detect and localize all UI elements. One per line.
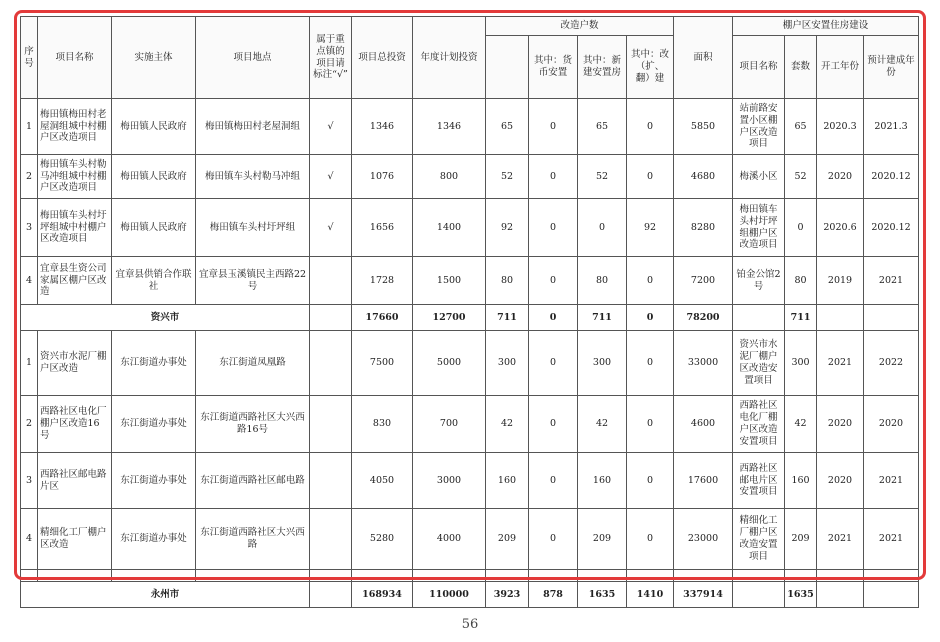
cell-housing-name: 梅田镇车头村圩坪组棚户区改造项目 (733, 199, 785, 257)
cell-entity: 东江街道办事处 (112, 453, 196, 509)
cell-annual: 1346 (413, 99, 486, 155)
cell-name: 西路社区电化厂棚户区改造16号 (38, 396, 112, 453)
header-total-investment: 项目总投资 (352, 17, 413, 99)
cell-housing-name: 西路社区电化厂棚户区改造安置项目 (733, 396, 785, 453)
cell-name: 宜章县生资公司家属区棚户区改造 (38, 257, 112, 305)
cell-new-build: 65 (578, 99, 627, 155)
cell-seq: 2 (21, 396, 38, 453)
subtotal-new-build: 1635 (578, 582, 627, 608)
cell-annual: 1400 (413, 199, 486, 257)
cell-households: 209 (486, 509, 529, 570)
cell-est: 2020.12 (864, 199, 919, 257)
subtotal-label: 资兴市 (21, 305, 310, 331)
header-seq: 序号 (21, 17, 38, 99)
cell-total: 7500 (352, 331, 413, 396)
table-row (21, 257, 919, 305)
cell-start: 2020.6 (817, 199, 864, 257)
cell-households: 92 (486, 199, 529, 257)
header-key-town: 属于重点镇的项目请标注“√” (310, 17, 352, 99)
cell-total: 1346 (352, 99, 413, 155)
cell-seq: 4 (21, 509, 38, 570)
cell-key-mark: √ (310, 99, 352, 155)
cell-name: 梅田镇车头村圩坪组城中村棚户区改造项目 (38, 199, 112, 257)
cell-annual: 4000 (413, 509, 486, 570)
cell-key-mark: √ (310, 199, 352, 257)
header-area: 面积 (674, 17, 733, 99)
cell-annual: 800 (413, 155, 486, 199)
cell-entity: 梅田镇人民政府 (112, 199, 196, 257)
cell-annual: 700 (413, 396, 486, 453)
subtotal-monetary: 0 (529, 305, 578, 331)
cell-units: 80 (785, 257, 817, 305)
cell-start: 2020 (817, 453, 864, 509)
cell-seq: 4 (21, 257, 38, 305)
cell-housing-name: 西路社区邮电片区安置项目 (733, 453, 785, 509)
header-housing-group: 棚户区安置住房建设 (733, 17, 919, 36)
cell-total: 1076 (352, 155, 413, 199)
cell-new-build: 42 (578, 396, 627, 453)
table-row (21, 199, 919, 257)
cell-location: 东江街道西路社区邮电路 (196, 453, 310, 509)
cell-name: 梅田镇车头村勒马冲组城中村棚户区改造项目 (38, 155, 112, 199)
cell-units: 160 (785, 453, 817, 509)
cell-rebuild: 0 (627, 331, 674, 396)
cell-total: 830 (352, 396, 413, 453)
header-households-group: 改造户数 (486, 17, 674, 36)
cell-name: 梅田镇梅田村老屋洞组城中村棚户区改造项目 (38, 99, 112, 155)
cell-est: 2021 (864, 257, 919, 305)
cell-housing-name: 站前路安置小区棚户区改造项目 (733, 99, 785, 155)
cell-est: 2021 (864, 509, 919, 570)
cell-total: 1728 (352, 257, 413, 305)
cell-total: 4050 (352, 453, 413, 509)
cell-key-mark (310, 331, 352, 396)
cell-households: 80 (486, 257, 529, 305)
header-name: 项目名称 (38, 17, 112, 99)
cell-key-mark (310, 509, 352, 570)
cell-seq: 2 (21, 155, 38, 199)
cell-area: 17600 (674, 453, 733, 509)
header-households-total (486, 36, 529, 99)
cell-entity: 东江街道办事处 (112, 396, 196, 453)
cell-annual: 1500 (413, 257, 486, 305)
cell-seq: 1 (21, 99, 38, 155)
header-units: 套数 (785, 36, 817, 99)
cell-key-mark (310, 257, 352, 305)
table-row (21, 453, 919, 509)
cell-est: 2022 (864, 331, 919, 396)
cell-key-mark (310, 396, 352, 453)
cell-area: 33000 (674, 331, 733, 396)
table-row (21, 331, 919, 396)
housing-project-sheet (20, 16, 918, 608)
cell-location: 梅田镇梅田村老屋洞组 (196, 99, 310, 155)
cell-location: 宜章县玉溪镇民主西路22号 (196, 257, 310, 305)
subtotal-est (864, 305, 919, 331)
cell-est: 2021 (864, 453, 919, 509)
subtotal-label: 永州市 (21, 582, 310, 608)
cell-rebuild: 0 (627, 453, 674, 509)
subtotal-monetary: 878 (529, 582, 578, 608)
header-est-year: 预计建成年份 (864, 36, 919, 99)
cell-name: 西路社区邮电路片区 (38, 453, 112, 509)
cell-entity: 宜章县供销合作联社 (112, 257, 196, 305)
cell-rebuild: 0 (627, 99, 674, 155)
cell-name: 资兴市水泥厂棚户区改造 (38, 331, 112, 396)
cell-housing-name: 铂金公馆2号 (733, 257, 785, 305)
cell-new-build: 0 (578, 199, 627, 257)
cell-est: 2020 (864, 396, 919, 453)
table-row (21, 509, 919, 570)
cell-seq: 1 (21, 331, 38, 396)
cell-total: 1656 (352, 199, 413, 257)
cell-start: 2020 (817, 155, 864, 199)
cell-annual: 3000 (413, 453, 486, 509)
cell-start: 2019 (817, 257, 864, 305)
cell-monetary: 0 (529, 155, 578, 199)
cell-location: 东江街道凤凰路 (196, 331, 310, 396)
cell-households: 160 (486, 453, 529, 509)
cell-start: 2021 (817, 509, 864, 570)
cell-rebuild: 92 (627, 199, 674, 257)
cell-monetary: 0 (529, 453, 578, 509)
cell-new-build: 209 (578, 509, 627, 570)
cell-area: 23000 (674, 509, 733, 570)
subtotal-area: 78200 (674, 305, 733, 331)
subtotal-units: 1635 (785, 582, 817, 608)
subtotal-new-build: 711 (578, 305, 627, 331)
subtotal-annual: 12700 (413, 305, 486, 331)
subtotal-start (817, 305, 864, 331)
cell-households: 65 (486, 99, 529, 155)
cell-housing-name: 梅溪小区 (733, 155, 785, 199)
subtotal-total: 168934 (352, 582, 413, 608)
subtotal-est (864, 582, 919, 608)
cell-area: 4600 (674, 396, 733, 453)
cell-area: 8280 (674, 199, 733, 257)
cell-units: 52 (785, 155, 817, 199)
subtotal-rebuild: 0 (627, 305, 674, 331)
cell-rebuild: 0 (627, 509, 674, 570)
cell-entity: 东江街道办事处 (112, 509, 196, 570)
cell-area: 7200 (674, 257, 733, 305)
cell-households: 300 (486, 331, 529, 396)
cell-key-mark (310, 582, 352, 608)
cell-monetary: 0 (529, 199, 578, 257)
header-annual-plan: 年度计划投资 (413, 17, 486, 99)
cell-monetary: 0 (529, 257, 578, 305)
header-monetary: 其中：货币安置 (529, 36, 578, 99)
cell-rebuild: 0 (627, 257, 674, 305)
cell-location: 梅田镇车头村圩坪组 (196, 199, 310, 257)
cell-key-mark (310, 453, 352, 509)
cell-monetary: 0 (529, 331, 578, 396)
cell-start: 2020.3 (817, 99, 864, 155)
cell-key-mark: √ (310, 155, 352, 199)
cell-units: 42 (785, 396, 817, 453)
subtotal-households: 711 (486, 305, 529, 331)
cell-key-mark (310, 305, 352, 331)
cell-name: 精细化工厂棚户区改造 (38, 509, 112, 570)
header-rebuild: 其中：改（扩、翻）建 (627, 36, 674, 99)
cell-new-build: 80 (578, 257, 627, 305)
subtotal-housing-name (733, 305, 785, 331)
subtotal-area: 337914 (674, 582, 733, 608)
cell-seq: 3 (21, 453, 38, 509)
subtotal-total: 17660 (352, 305, 413, 331)
cell-start: 2021 (817, 331, 864, 396)
cell-area: 4680 (674, 155, 733, 199)
cell-est: 2021.3 (864, 99, 919, 155)
cell-housing-name: 精细化工厂棚户区改造安置项目 (733, 509, 785, 570)
subtotal-rebuild: 1410 (627, 582, 674, 608)
blank-row (21, 570, 919, 582)
cell-location: 东江街道西路社区大兴西路16号 (196, 396, 310, 453)
cell-rebuild: 0 (627, 396, 674, 453)
cell-units: 300 (785, 331, 817, 396)
cell-est: 2020.12 (864, 155, 919, 199)
cell-households: 42 (486, 396, 529, 453)
cell-monetary: 0 (529, 509, 578, 570)
cell-entity: 梅田镇人民政府 (112, 99, 196, 155)
cell-new-build: 300 (578, 331, 627, 396)
project-table (20, 16, 919, 608)
subtotal-row-zixing (21, 305, 919, 331)
cell-housing-name: 资兴市水泥厂棚户区改造安置项目 (733, 331, 785, 396)
table-row (21, 155, 919, 199)
cell-households: 52 (486, 155, 529, 199)
cell-entity: 东江街道办事处 (112, 331, 196, 396)
cell-monetary: 0 (529, 99, 578, 155)
table-row (21, 396, 919, 453)
subtotal-start (817, 582, 864, 608)
table-row (21, 99, 919, 155)
cell-annual: 5000 (413, 331, 486, 396)
page-number: 56 (461, 617, 479, 632)
cell-entity: 梅田镇人民政府 (112, 155, 196, 199)
subtotal-annual: 110000 (413, 582, 486, 608)
cell-new-build: 52 (578, 155, 627, 199)
cell-monetary: 0 (529, 396, 578, 453)
header-housing-name: 项目名称 (733, 36, 785, 99)
cell-rebuild: 0 (627, 155, 674, 199)
subtotal-households: 3923 (486, 582, 529, 608)
cell-start: 2020 (817, 396, 864, 453)
subtotal-row-yongzhou (21, 582, 919, 608)
cell-units: 0 (785, 199, 817, 257)
subtotal-units: 711 (785, 305, 817, 331)
header-new-build: 其中：新建安置房 (578, 36, 627, 99)
cell-location: 梅田镇车头村勒马冲组 (196, 155, 310, 199)
header-entity: 实施主体 (112, 17, 196, 99)
cell-units: 209 (785, 509, 817, 570)
cell-total: 5280 (352, 509, 413, 570)
cell-seq: 3 (21, 199, 38, 257)
header-start-year: 开工年份 (817, 36, 864, 99)
header-location: 项目地点 (196, 17, 310, 99)
cell-location: 东江街道西路社区大兴西路 (196, 509, 310, 570)
cell-new-build: 160 (578, 453, 627, 509)
subtotal-housing-name (733, 582, 785, 608)
cell-area: 5850 (674, 99, 733, 155)
cell-units: 65 (785, 99, 817, 155)
